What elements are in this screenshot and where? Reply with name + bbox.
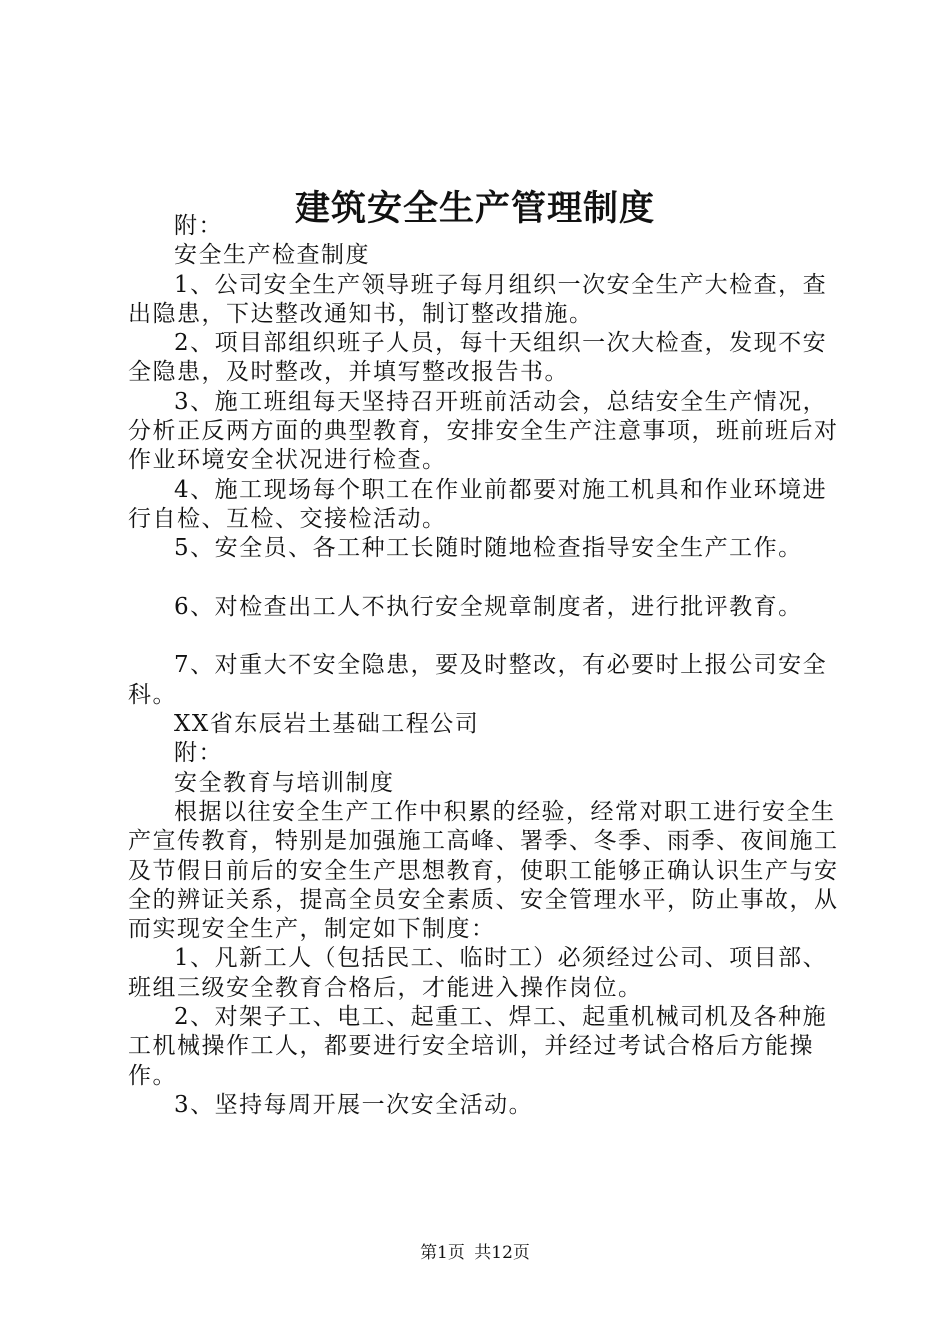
paragraph-gap bbox=[128, 564, 840, 593]
section2-item-1: 1、凡新工人（包括民工、临时工）必须经过公司、项目部、班组三级安全教育合格后，才能进入操作岗位。 bbox=[128, 945, 828, 1001]
document-body bbox=[128, 212, 840, 1120]
section1-item-4: 4、施工现场每个职工在作业前都要对施工机具和作业环境进行自检、互检、交接检活动。 bbox=[128, 476, 828, 532]
section1-item-5: 5、安全员、各工种工长随时随地检查指导安全生产工作。 bbox=[174, 535, 803, 562]
section1-item-7: 7、对重大不安全隐患，要及时整改，有必要时上报公司安全科。 bbox=[128, 652, 828, 708]
section2-item-3: 3、坚持每周开展一次安全活动。 bbox=[174, 1091, 534, 1118]
section2-item-2: 2、对架子工、电工、起重工、焊工、起重机械司机及各种施工机械操作工人，都要进行安全培训，并经过考试合格后方能操作。 bbox=[128, 1004, 828, 1089]
document-title: 建筑安全生产管理制度 bbox=[294, 189, 655, 229]
page-number: 第1页 bbox=[420, 1243, 465, 1263]
company-name: XX省东辰岩土基础工程公司 bbox=[174, 711, 480, 738]
section2-heading: 安全教育与培训制度 bbox=[174, 769, 395, 796]
section1-item-3: 3、施工班组每天坚持召开班前活动会，总结安全生产情况，分析正反两方面的典型教育，安排安全生产注意事项，班前班后对作业环境安全状况进行检查。 bbox=[128, 388, 839, 474]
section2-note: 附： bbox=[174, 740, 223, 767]
page-total: 共12页 bbox=[474, 1243, 530, 1263]
section1-item-2: 2、项目部组织班子人员，每十天组织一次大检查，发现不安全隐患，及时整改，并填写整改报告书。 bbox=[128, 330, 828, 386]
section1-item-1: 1、公司安全生产领导班子每月组织一次安全生产大检查，查出隐患，下达整改通知书，制订整改措施。 bbox=[128, 271, 828, 327]
section1-item-6: 6、对检查出工人不执行安全规章制度者，进行批评教育。 bbox=[174, 593, 803, 620]
paragraph-gap bbox=[128, 622, 840, 651]
section1-heading: 安全生产检查制度 bbox=[174, 242, 370, 269]
section1-note: 附： bbox=[174, 213, 223, 239]
page-footer bbox=[0, 1241, 950, 1265]
section2-intro: 根据以往安全生产工作中积累的经验，经常对职工进行安全生产宣传教育，特别是加强施工高峰、署季、冬季、雨季、夜间施工及节假日前后的安全生产思想教育，使职工能够正确认识生产与安全的辨证关系，提高全员安全素质、安全管理水平，防止事故，从而实现安全生产，制定如下制度： bbox=[128, 798, 839, 943]
